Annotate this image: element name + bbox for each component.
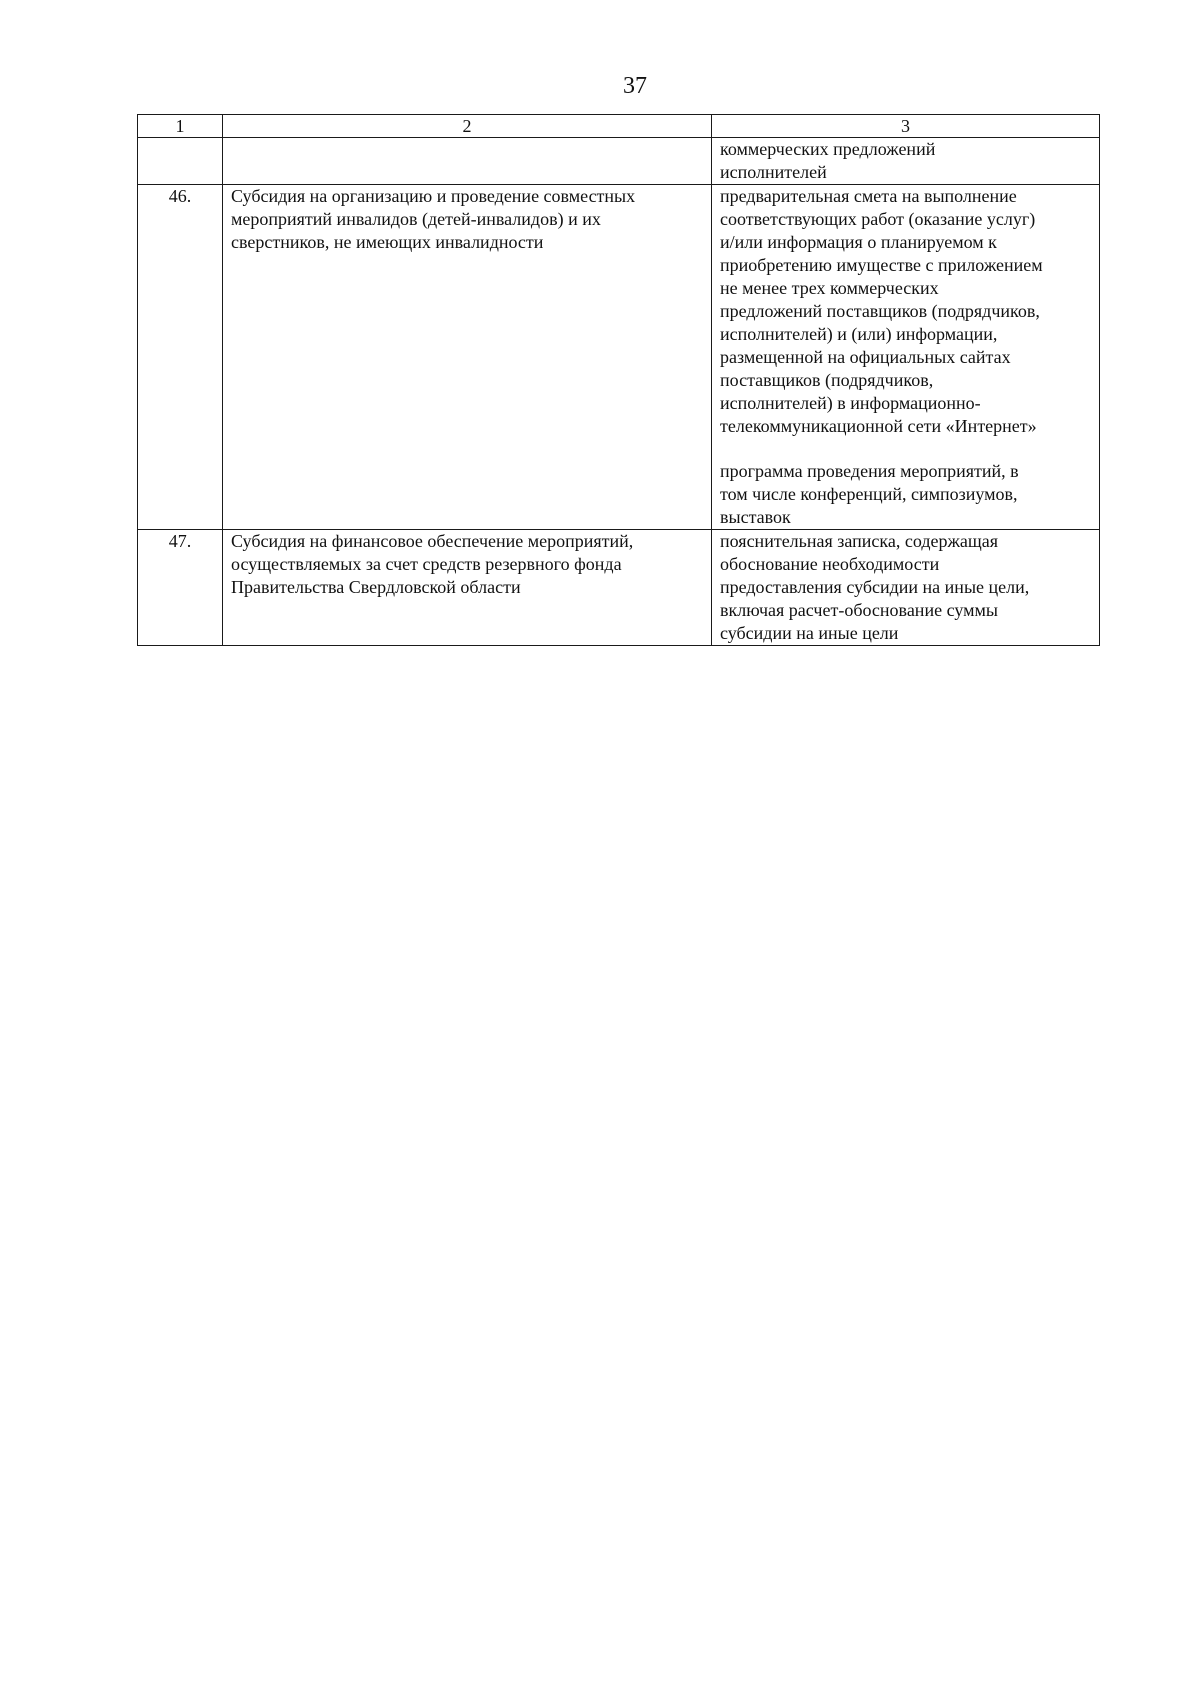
column-header-2: 2 <box>223 115 712 138</box>
subsidy-description <box>223 530 712 646</box>
row-number: 46. <box>138 185 223 530</box>
subsidy-text: Субсидия на организацию и проведение совместных мероприятий инвалидов (детей-инвалидов) и их сверстников, не имеющих инвалидности <box>231 186 636 252</box>
document-item: коммерческих предложений исполнителей <box>720 139 936 182</box>
row-number: 47. <box>138 530 223 646</box>
row-number <box>138 138 223 185</box>
document-item: пояснительная записка, содержащая обоснование необходимости предоставления субсидии на иные цели, включая расчет-обоснование суммы субсидии на иные цели <box>720 531 1030 643</box>
required-documents <box>712 185 1100 530</box>
document-item: предварительная смета на выполнение соответствующих работ (оказание услуг) и/или информация о планируемом к приобретению имуществе с приложением не менее трех коммерческих предложений поставщиков (подрядчиков, исполнителей) и (или) информации, размещенной на официальных сайтах поставщиков (подрядчиков, исполнителей) в информационно- телекоммуникационной сети «Интернет» <box>720 186 1043 436</box>
column-header-1: 1 <box>138 115 223 138</box>
subsidy-description <box>223 185 712 530</box>
table-row <box>138 185 1100 530</box>
column-header-3: 3 <box>712 115 1100 138</box>
page-number: 37 <box>623 73 647 99</box>
subsidy-text: Субсидия на финансовое обеспечение мероприятий, осуществляемых за счет средств резервного фонда Правительства Свердловской области <box>231 531 634 597</box>
required-documents <box>712 138 1100 185</box>
table-row <box>138 138 1100 185</box>
document-item: программа проведения мероприятий, в том числе конференций, симпозиумов, выставок <box>720 461 1019 527</box>
documents-table <box>137 114 1100 646</box>
required-documents <box>712 530 1100 646</box>
table-row <box>138 530 1100 646</box>
subsidy-description <box>223 138 712 185</box>
table-header-row <box>138 115 1100 138</box>
